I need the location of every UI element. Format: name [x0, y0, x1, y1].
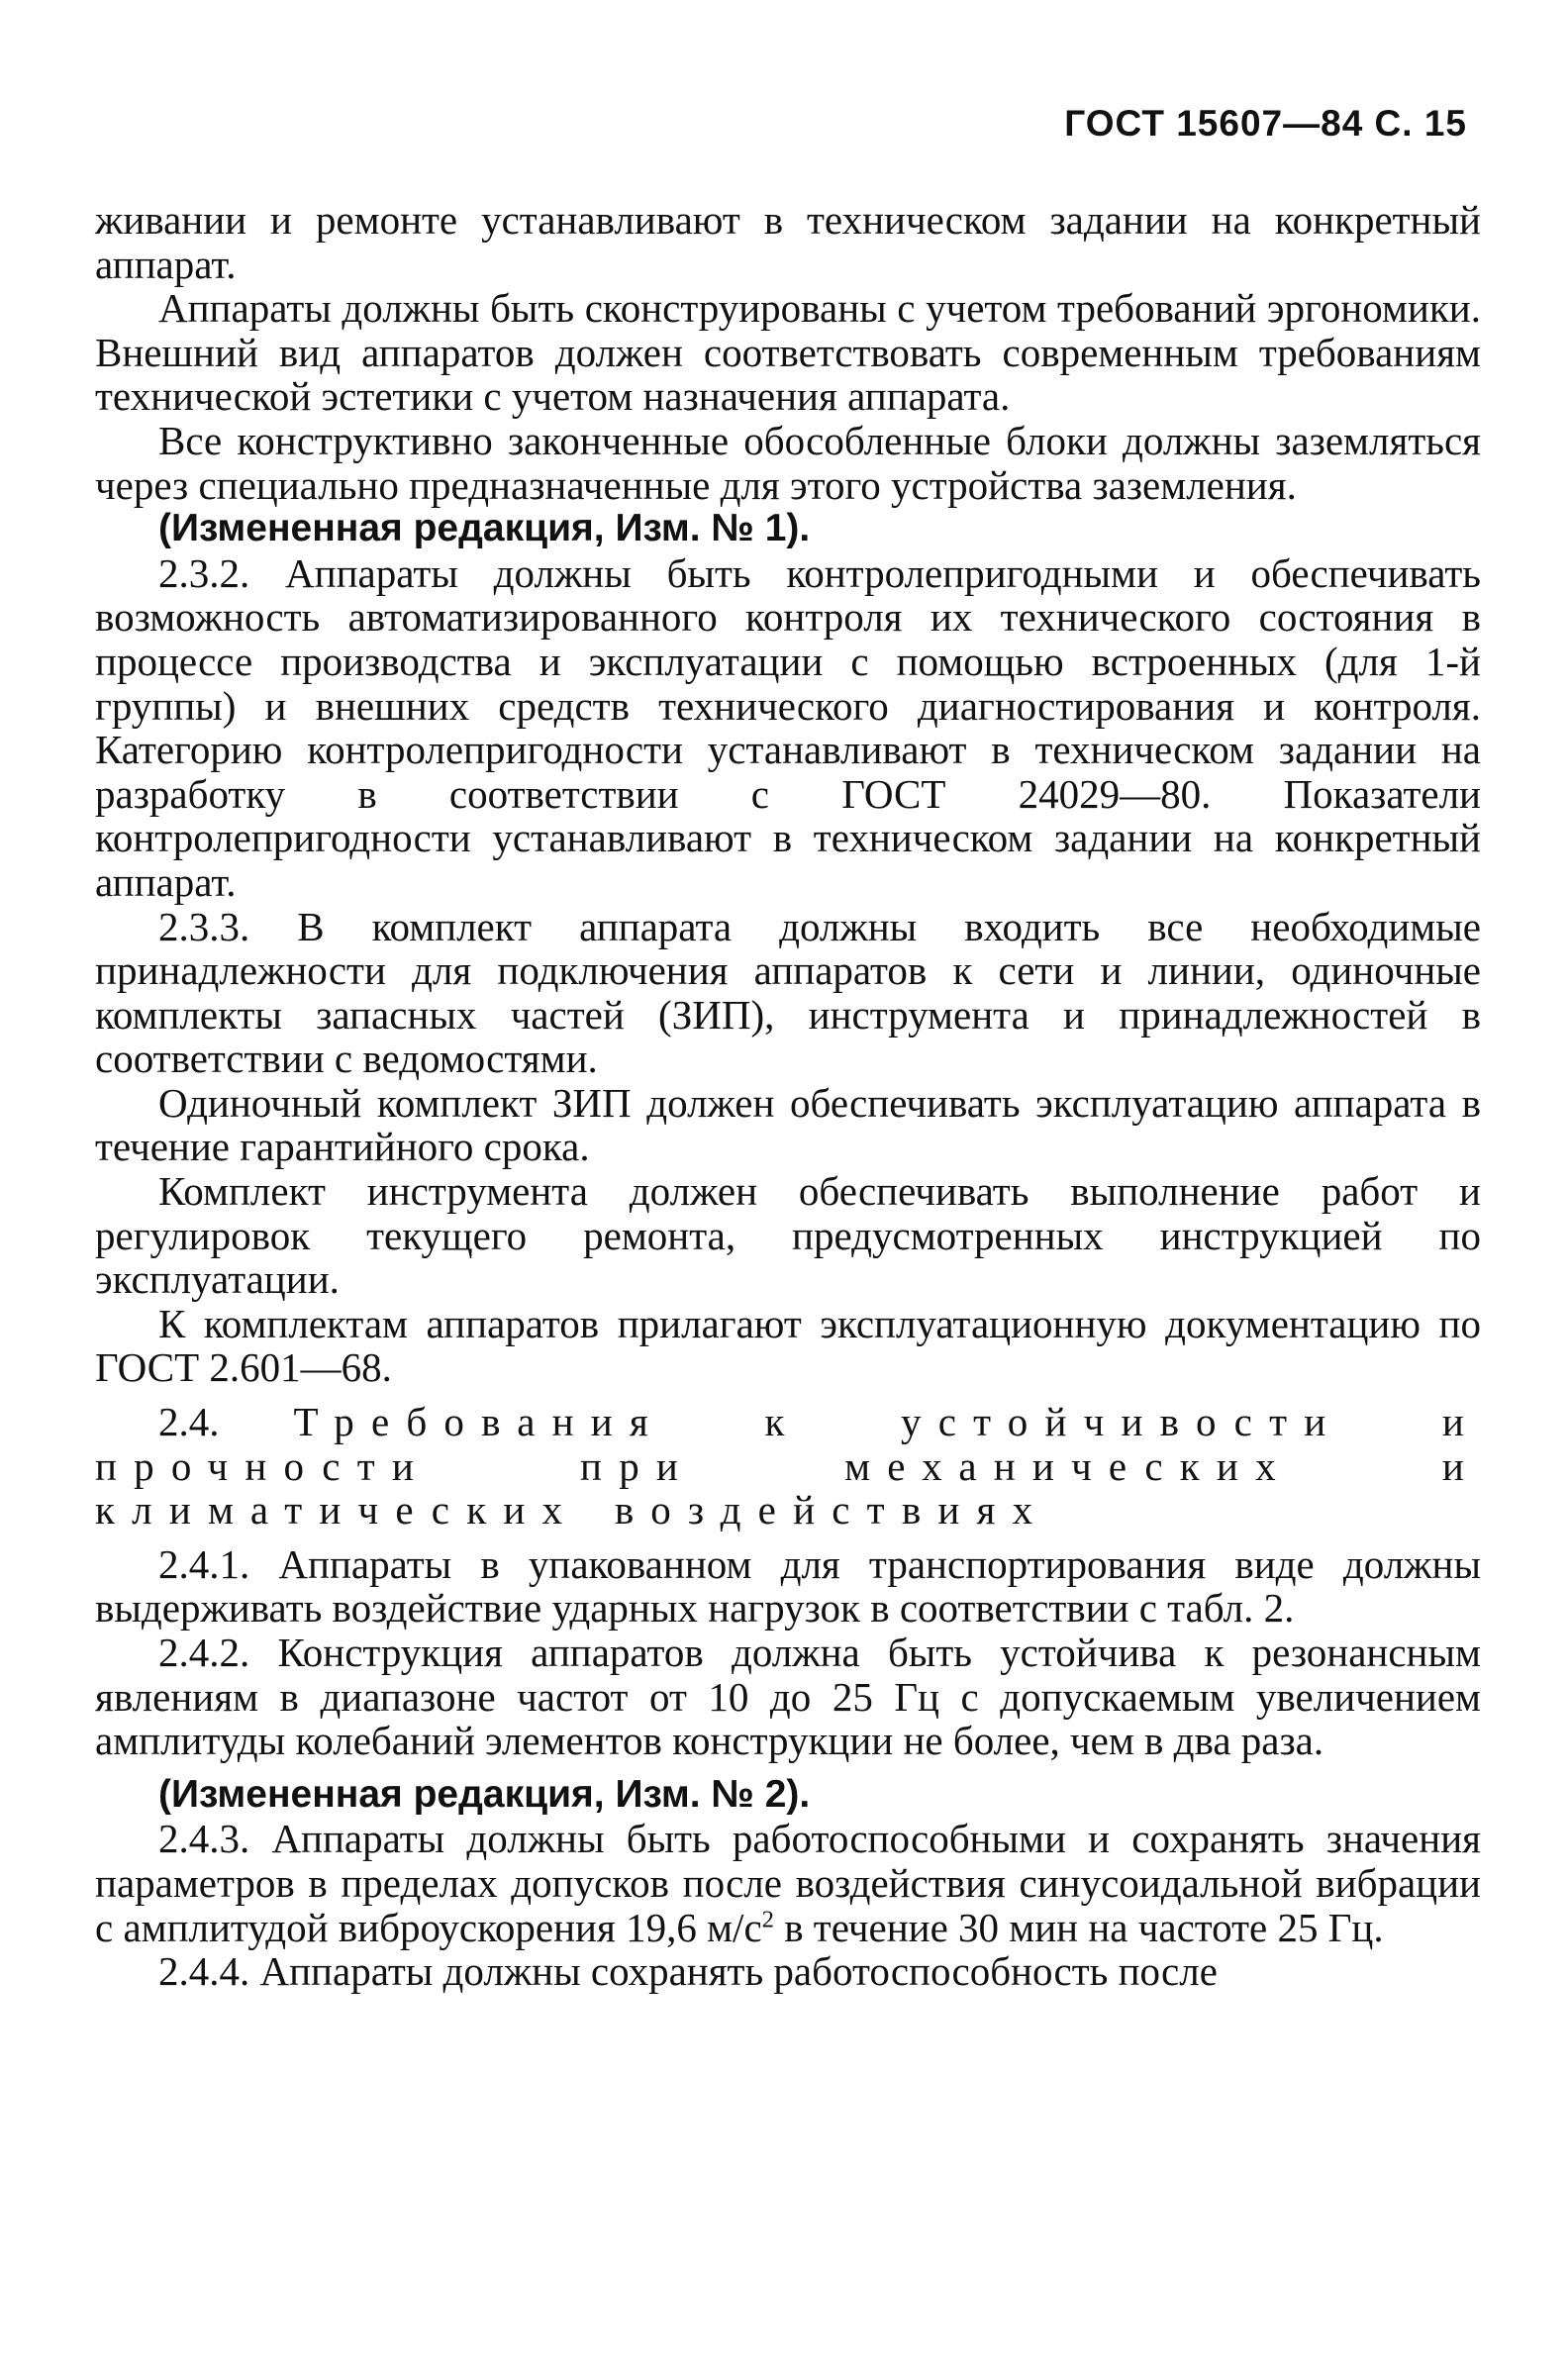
clause-2-4-4: 2.4.4. Аппараты должны сохранять работоспособность после: [158, 1948, 1218, 1995]
superscript: 2: [761, 1905, 774, 1932]
clause-2-3-2: 2.3.2. Аппараты должны быть контролепригодными и обеспечивать возможность автоматизированного контроля их технического состояния в процессе производства и эксплуатации с помощью встроенных (для 1-й группы) и внешних средств технического диагностирования и контроля. Категорию контролепригодности устанавливают в техническом задании на разработку в соответствии с ГОСТ 24029—80. Показатели контролепригодности устанавливают в техническом задании на конкретный аппарат.: [95, 549, 1481, 905]
paragraph-spare-parts: Одиночный комплект ЗИП должен обеспечивать эксплуатацию аппарата в течение гарантийного срока.: [95, 1079, 1481, 1170]
paragraph-continuation: живании и ремонте устанавливают в техническом задании на конкретный аппарат.: [95, 197, 1481, 287]
clause-2-3-3: 2.3.3. В комплект аппарата должны входить все необходимые принадлежности для подключения аппаратов к сети и линии, одиночные комплекты запасных частей (ЗИП), инструмента и принадлежностей в соответствии с ведомостями.: [95, 903, 1481, 1082]
clause-2-4-3: [95, 1817, 1481, 1949]
clause-2-4-2: 2.4.2. Конструкция аппаратов должна быть устойчива к резонансным явлениям в диапазоне частот от 10 до 25 Гц с допускаемым увеличением амплитуды колебаний элементов конструкции не более, чем в два раза.: [95, 1630, 1481, 1764]
section-number: 2.4.: [158, 1399, 220, 1445]
running-header: ГОСТ 15607—84 С. 15: [1064, 103, 1467, 144]
paragraph-documentation: К комплектам аппаратов прилагают эксплуатационную документацию по ГОСТ 2.601—68.: [95, 1300, 1481, 1391]
clause-2-4-1: 2.4.1. Аппараты в упакованном для транспортирования виде должны выдерживать воздействие ударных нагрузок в соответствии с табл. 2.: [95, 1540, 1481, 1632]
paragraph-tool-kit: Комплект инструмента должен обеспечивать выполнение работ и регулировок текущего ремонта, предусмотренных инструкцией по эксплуатации.: [95, 1168, 1481, 1303]
section-2-4-heading: [95, 1400, 1481, 1533]
page-body: [95, 198, 1481, 1994]
paragraph-ergonomics: Аппараты должны быть сконструированы с учетом требований эргономики. Внешний вид аппаратов должен соответствовать современным требованиям технической эстетики с учетом назначения аппарата.: [95, 285, 1481, 420]
amendment-note-1: (Измененная редакция, Изм. № 1).: [158, 507, 811, 550]
clause-2-4-3-text-end: в течение 30 мин на частоте 25 Гц.: [773, 1904, 1384, 1950]
paragraph-grounding: Все конструктивно законченные обособленные блоки должны заземляться через специально предназначенные для этого устройства заземления.: [95, 417, 1481, 508]
amendment-note-2: (Измененная редакция, Изм. № 2).: [158, 1772, 811, 1816]
clause-2-4-3-text: 2.4.3. Аппараты должны быть работоспособными и сохранять значения параметров в пределах допусков после воздействия синусоидальной вибрации с амплитудой виброускорения 19,6 м/с: [95, 1816, 1481, 1950]
section-title: Требования к устойчивости и прочности при механических и климатических воздействиях: [95, 1399, 1481, 1533]
